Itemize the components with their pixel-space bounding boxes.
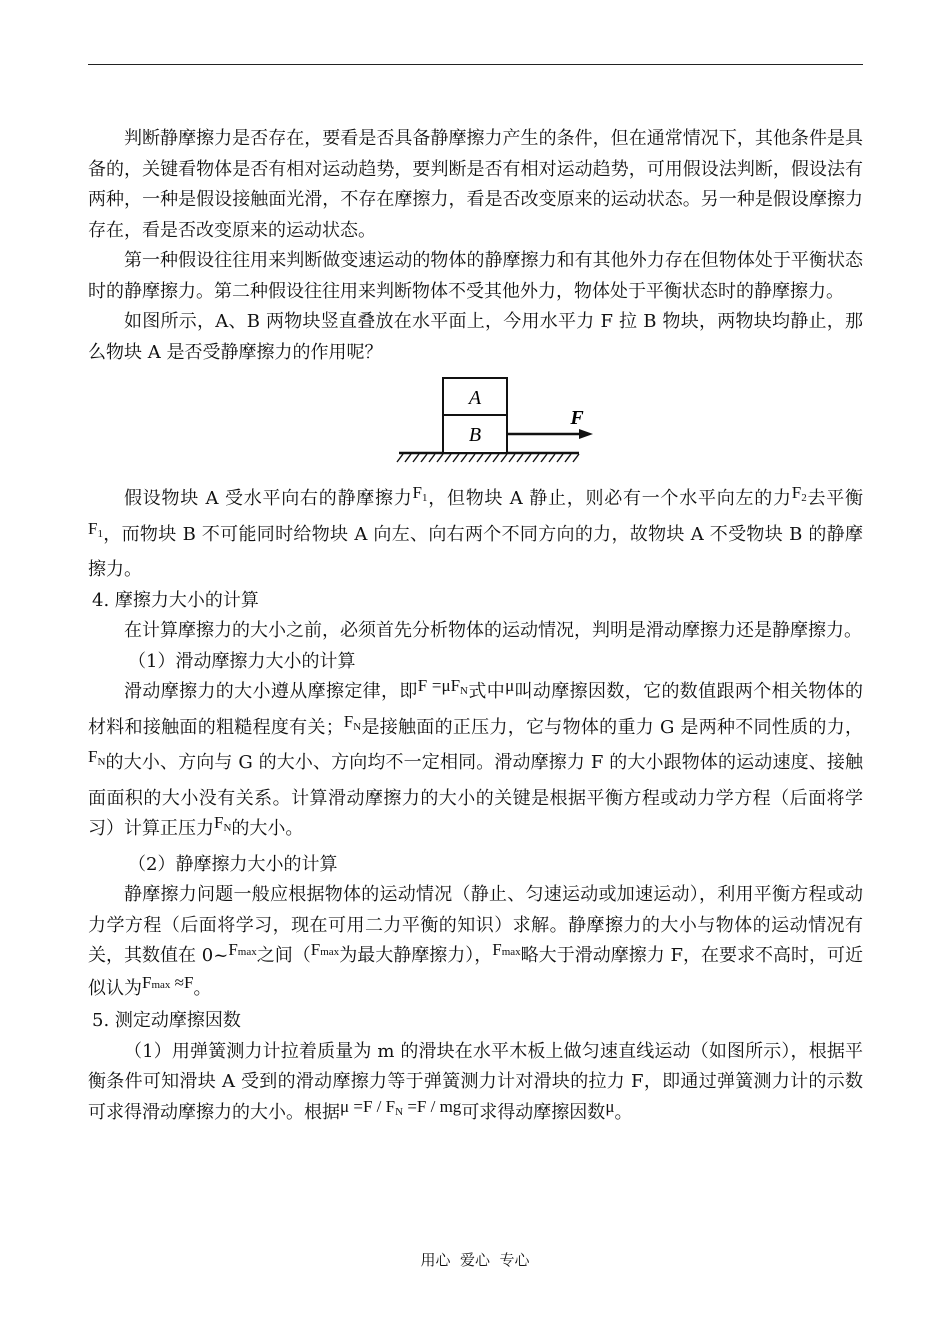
force-arrow-head [579, 429, 593, 439]
subheading-sliding-friction: （1）滑动摩擦力大小的计算 [128, 650, 356, 672]
approx-formula: Fmax ≈F [142, 972, 194, 992]
symbol-fn: $F_N$ [88, 747, 106, 768]
symbol-f2: $F_2$ [791, 483, 807, 504]
subheading-static-friction: （2）静摩擦力大小的计算 [128, 853, 338, 875]
paragraph-example-question: 如图所示，A、B 两物块竖直叠放在水平面上，今用水平力 F 拉 B 物块，两物块均静止，那么物块 A 是否受静摩擦力的作用呢？ [88, 311, 863, 363]
friction-law-formula: $F =\mu F_N$ [417, 676, 468, 697]
paragraph-assumption-usage: 第一种假设往往用来判断做变速运动的物体的静摩擦力和有其他外力存在但物体处于平衡状态时的静摩擦力。第二种假设往往用来判断物体不受其他外力，物体处于平衡状态时的静摩擦力。 [88, 250, 863, 302]
symbol-fmax: Fmax [228, 940, 257, 959]
symbol-f1: $F_1$ [88, 518, 103, 540]
header-rule [88, 64, 863, 65]
block-a-label: A [468, 387, 482, 409]
mu-formula: $\mu =F / F_N =F$ / mg [340, 1096, 462, 1118]
paragraph-measure-method: （1）用弹簧测力计拉着质量为 m 的滑块在水平木板上做匀速直线运动（如图所示），根据平衡条件可知滑块 A 受到的滑动摩擦力等于弹簧测力计对滑块的拉力 F，即通过弹簧测力计的示数可求得滑动摩擦力的大小。根据$\mu =F / F_N =F$ / mg可求得动摩擦因数μ。 [88, 1040, 863, 1123]
paragraph-assumption-analysis: 假设物块 A 受水平向右的静摩擦力$F_1$，但物块 A 静止，则必有一个水平向左的力$F_2$去平衡$F_1$，而物块 B 不可能同时给物块 A 向左、向右两个不同方向的力，故物块 A 不受物块 B 的静摩擦力。 [88, 483, 863, 580]
heading-measure-coefficient: 5. 测定动摩擦因数 [92, 1010, 241, 1031]
paragraph-static-friction: 静摩擦力问题一般应根据物体的运动情况（静止、匀速运动或加速运动），利用平衡方程或动力学方程（后面将学习，现在可用二力平衡的知识）求解。静摩擦力的大小与物体的运动情况有关，其数值在 0~Fmax之间（Fmax为最大静摩擦力），Fmax略大于滑动摩擦力 F，在要求不高时，可近似认为Fmax ≈F。 [88, 884, 864, 999]
page-footer: 用心 爱心 专心 [420, 1251, 530, 1269]
paragraph-calculation-intro: 在计算摩擦力的大小之前，必须首先分析物体的运动情况，判明是滑动摩擦力还是静摩擦力。 [124, 620, 862, 641]
symbol-fn: $F_N$ [214, 813, 232, 834]
symbol-fmax: Fmax [310, 940, 340, 959]
heading-friction-calculation: 4. 摩擦力大小的计算 [92, 589, 259, 611]
block-b-label: B [468, 424, 482, 446]
symbol-mu: μ [605, 1096, 615, 1116]
force-f-label: F [570, 407, 584, 429]
paragraph-static-friction-test: 判断静摩擦力是否存在，要看是否具备静摩擦力产生的条件，但在通常情况下，其他条件是具备的，关键看物体是否有相对运动趋势，要判断是否有相对运动趋势，可用假设法判断，假设法有两种，一种是假设接触面光滑，不存在摩擦力，看是否改变原来的运动状态。另一种是假设摩擦力存在，看是否改变原来的运动状态。 [88, 128, 863, 241]
document-body [88, 124, 863, 1133]
symbol-mu: μ [505, 676, 515, 695]
symbol-fn: $F_N$ [343, 711, 362, 733]
blocks-figure [88, 372, 863, 480]
stacked-blocks-diagram [393, 372, 593, 478]
ground-hatching [397, 454, 579, 462]
symbol-fmax: Fmax [492, 940, 521, 959]
symbol-f1: $F_1$ [412, 483, 428, 504]
paragraph-sliding-friction: 滑动摩擦力的大小遵从摩擦定律，即$F =\mu F_N$式中μ叫动摩擦因数，它的数值跟两个相关物体的材料和接触面的粗糙程度有关；$F_N$是接触面的正压力，它与物体的重力 G 是两种不同性质的力，$F_N$的大小、方向与 G 的大小、方向均不一定相同。滑动摩擦力 F 的大小跟物体的运动速度、接触面面积的大小没有关系。计算滑动摩擦力的大小的关键是根据平衡方程或动力学方程（后面将学习）计算正压力$F_N$的大小。 [88, 676, 864, 839]
